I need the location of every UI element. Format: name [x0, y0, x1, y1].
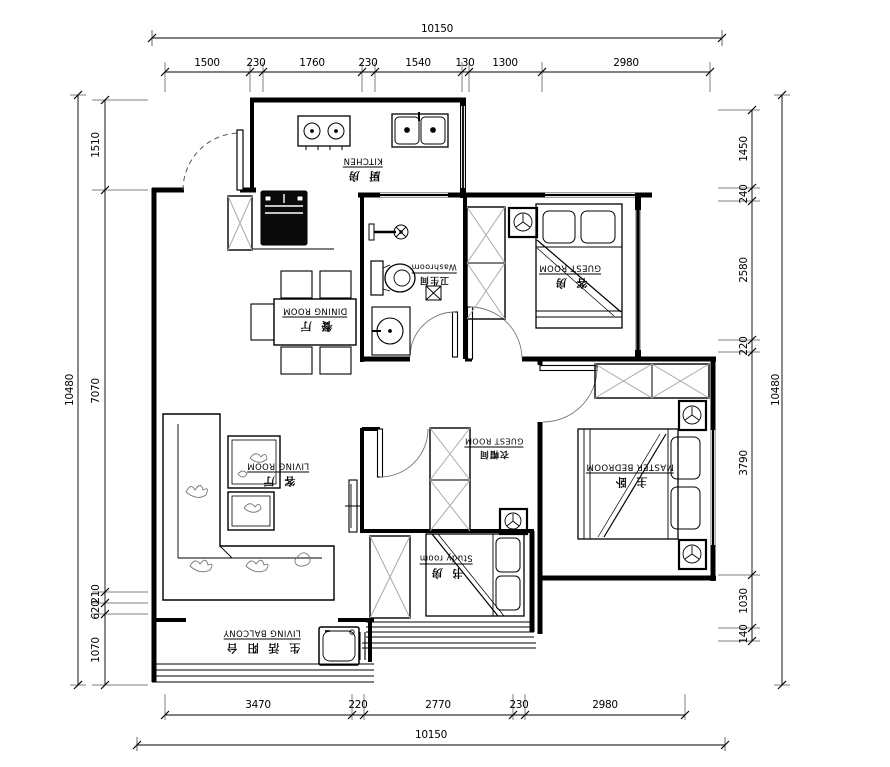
windows [152, 106, 715, 682]
guest-room-door [468, 307, 523, 359]
dim-label-top-0: 1500 [194, 57, 220, 69]
dim-label-top-3: 230 [358, 57, 378, 69]
room-label-closet-cn: 衣帽间 [478, 448, 510, 459]
room-label-dining-cn: 餐 厅 [297, 319, 333, 333]
dining-chair [281, 347, 312, 374]
room-label-dining-room [283, 306, 348, 335]
room-label-guest-cn: 客 房 [552, 276, 588, 290]
room-label-living-en: LIVING ROOM [246, 460, 310, 471]
room-label-living-room [247, 461, 309, 490]
room-label-washroom [411, 263, 456, 288]
floor-drain-icon [426, 286, 441, 300]
toilet-icon [371, 261, 415, 295]
dining-chair [320, 347, 351, 374]
dining-chair [251, 304, 274, 340]
dim-label-left-total: 10480 [64, 374, 76, 406]
dim-label-right-total: 10480 [770, 374, 782, 406]
guest-wardrobe-hatch [467, 207, 505, 319]
living-furniture [163, 414, 361, 600]
room-label-living-cn: 客 厅 [260, 474, 296, 488]
dim-label-right-5: 1030 [738, 588, 750, 614]
coffee-table [228, 492, 274, 530]
room-label-balcony-en: LIVING BALCONY [223, 627, 301, 638]
dining-chair [320, 271, 351, 298]
shower-icon [369, 224, 408, 240]
sofa [163, 414, 334, 600]
study-wardrobe-hatch [370, 536, 410, 618]
dim-label-right-2: 2580 [738, 257, 750, 283]
dim-label-left-3: 620 [90, 600, 102, 620]
washing-machine-icon [319, 627, 359, 665]
dim-label-right-4: 3790 [738, 450, 750, 476]
leaf-decor-icon [190, 560, 212, 572]
room-label-kitchen-cn: 厨 房 [345, 169, 381, 183]
master-nightstand-lamp-icon [679, 401, 706, 430]
tv-icon [345, 480, 361, 532]
dim-label-left-4: 1070 [90, 637, 102, 663]
dim-label-top-6: 1300 [492, 57, 518, 69]
room-label-master-bedroom [586, 462, 674, 491]
room-label-study-room [419, 553, 472, 582]
room-label-study-en: Study room [419, 552, 473, 563]
dim-label-bottom-1: 220 [348, 699, 368, 711]
dim-label-bottom-0: 3470 [245, 699, 271, 711]
room-label-dining-en: DINING ROOM [282, 305, 348, 316]
dim-label-top-4: 1540 [405, 57, 431, 69]
master-nightstand-lamp-icon [679, 540, 706, 569]
room-label-washroom-cn: 卫生间 [419, 274, 450, 285]
dim-label-top-2: 1760 [299, 57, 325, 69]
dim-label-right-6: 140 [738, 624, 750, 644]
dim-label-top-5: 130 [455, 57, 475, 69]
dim-label-left-0: 1510 [90, 132, 102, 158]
study-window-band [362, 622, 536, 648]
entry-column-hatch [228, 196, 252, 250]
balcony-window-band [152, 664, 374, 682]
stove-icon [298, 116, 350, 150]
dim-label-top-1: 230 [246, 57, 266, 69]
dim-label-right-0: 1450 [738, 136, 750, 162]
room-label-closet [465, 437, 524, 462]
master-wardrobe-hatch [595, 364, 709, 398]
room-label-washroom-en: Washroom [411, 262, 457, 272]
leaf-decor-icon [246, 560, 268, 572]
dim-label-bottom-3: 230 [509, 699, 529, 711]
room-label-guest-en: GUEST ROOM [538, 262, 602, 273]
room-label-study-cn: 书 房 [428, 566, 464, 580]
dim-label-left-2: 210 [90, 584, 102, 604]
washroom-fixtures [369, 224, 441, 355]
corridor-door [378, 429, 429, 477]
leaf-decor-icon [186, 486, 207, 498]
dim-label-bottom-4: 2980 [592, 699, 618, 711]
room-label-closet-en: GUEST ROOM [464, 436, 524, 446]
room-label-master-en: MASTER BEDROOM [586, 461, 674, 472]
guest-nightstand-lamp-icon [509, 208, 537, 237]
dim-label-left-1: 7070 [90, 378, 102, 404]
dim-label-bottom-total: 10150 [415, 729, 447, 741]
doors [183, 130, 597, 477]
room-label-kitchen-en: KITCHEN [343, 155, 383, 166]
room-label-balcony-cn: 生 活 阳 台 [223, 641, 301, 655]
room-label-living-balcony [223, 628, 300, 657]
dim-label-top-7: 2980 [613, 57, 639, 69]
room-label-master-cn: 主 卧 [612, 475, 648, 489]
dim-label-right-3: 220 [738, 336, 750, 356]
room-label-kitchen [343, 156, 383, 185]
washroom-door [410, 312, 458, 357]
dim-label-top-total: 10150 [421, 23, 453, 35]
dim-label-right-1: 240 [738, 184, 750, 204]
dining-chair [281, 271, 312, 298]
sink-icon [392, 112, 448, 147]
room-label-guest-room [539, 263, 601, 292]
entry-door [183, 130, 243, 190]
master-bedroom-door [540, 366, 597, 423]
leaf-decor-icon [295, 553, 310, 566]
basin-icon [372, 307, 410, 355]
fridge-icon [261, 191, 307, 245]
dim-label-bottom-2: 2770 [425, 699, 451, 711]
